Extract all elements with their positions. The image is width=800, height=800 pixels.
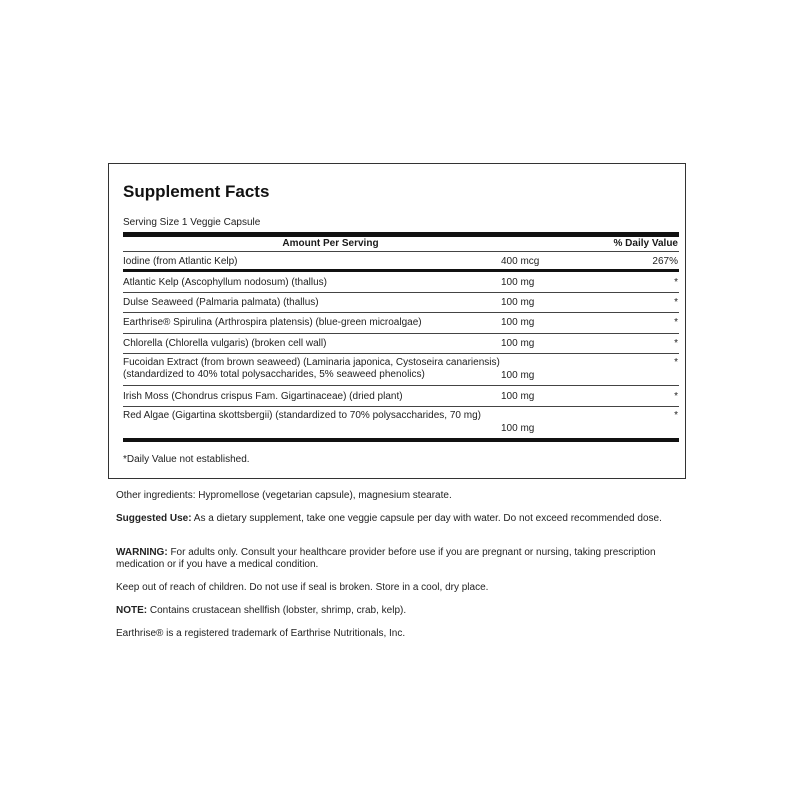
divider: [123, 292, 679, 293]
ingredient-dv: *: [674, 338, 678, 349]
trademark-notice: Earthrise® is a registered trademark of Earthrise Nutritionals, Inc.: [116, 628, 406, 639]
ingredient-name: Irish Moss (Chondrus crispus Fam. Gigartinaceae) (dried plant): [123, 391, 403, 402]
ingredient-name: Earthrise® Spirulina (Arthrospira platensis) (blue-green microalgae): [123, 317, 422, 328]
ingredient-name: Fucoidan Extract (from brown seaweed) (Laminaria japonica, Cystoseira canariensis): [123, 357, 500, 368]
serving-size: Serving Size 1 Veggie Capsule: [123, 217, 261, 228]
ingredient-amount: 100 mg: [501, 391, 535, 402]
suggested-use-text: As a dietary supplement, take one veggie capsule per day with water. Do not exceed recommended dose.: [191, 513, 662, 524]
other-ingredients: Other ingredients: Hypromellose (vegetarian capsule), magnesium stearate.: [116, 490, 452, 501]
facts-title: Supplement Facts: [123, 182, 270, 201]
ingredient-name: Chlorella (Chlorella vulgaris) (broken cell wall): [123, 338, 327, 349]
ingredient-dv: 267%: [652, 256, 678, 267]
divider: [123, 333, 679, 334]
divider: [123, 353, 679, 354]
ingredient-name: Atlantic Kelp (Ascophyllum nodosum) (thallus): [123, 277, 327, 288]
ingredient-amount: 100 mg: [501, 277, 535, 288]
divider: [123, 385, 679, 386]
amount-per-serving-header: Amount Per Serving: [282, 238, 379, 249]
ingredient-dv: *: [674, 277, 678, 288]
ingredient-amount: 400 mcg: [501, 256, 540, 267]
daily-value-footnote: *Daily Value not established.: [123, 454, 250, 465]
warning-text: For adults only. Consult your healthcare provider before use if you are pregnant or nursing, taking prescription medication or if you have a medical condition.: [116, 547, 656, 570]
ingredient-amount: 100 mg: [501, 338, 535, 349]
ingredient-amount: 100 mg: [501, 297, 535, 308]
divider: [123, 251, 679, 252]
facts-header-row: [123, 237, 679, 251]
note-label: NOTE:: [116, 605, 148, 616]
warning-label: WARNING:: [116, 547, 168, 558]
suggested-use: [116, 513, 676, 525]
ingredient-dv: *: [674, 410, 678, 421]
ingredient-dv: *: [674, 391, 678, 402]
supplement-facts-panel: [108, 163, 686, 479]
ingredient-standardization: (standardized to 40% total polysaccharides, 5% seaweed phenolics): [123, 369, 425, 380]
ingredient-name: Red Algae (Gigartina skottsbergii) (standardized to 70% polysaccharides, 70 mg): [123, 410, 481, 421]
allergen-note: [116, 605, 676, 617]
note-text: Contains crustacean shellfish (lobster, shrimp, crab, kelp).: [147, 605, 407, 616]
ingredient-dv: *: [674, 357, 678, 368]
divider: [123, 406, 679, 407]
warning: [116, 547, 676, 570]
ingredient-amount: 100 mg: [501, 370, 535, 381]
ingredient-amount: 100 mg: [501, 317, 535, 328]
daily-value-header: % Daily Value: [613, 238, 678, 249]
ingredient-amount: 100 mg: [501, 423, 535, 434]
thick-divider-bottom: [123, 438, 679, 442]
ingredient-name: Dulse Seaweed (Palmaria palmata) (thallus): [123, 297, 319, 308]
medium-divider: [123, 269, 679, 272]
ingredient-dv: *: [674, 297, 678, 308]
divider: [123, 312, 679, 313]
suggested-use-label: Suggested Use:: [116, 513, 192, 524]
ingredient-name: Iodine (from Atlantic Kelp): [123, 256, 238, 267]
storage-instructions: Keep out of reach of children. Do not use if seal is broken. Store in a cool, dry place.: [116, 582, 489, 593]
ingredient-dv: *: [674, 317, 678, 328]
